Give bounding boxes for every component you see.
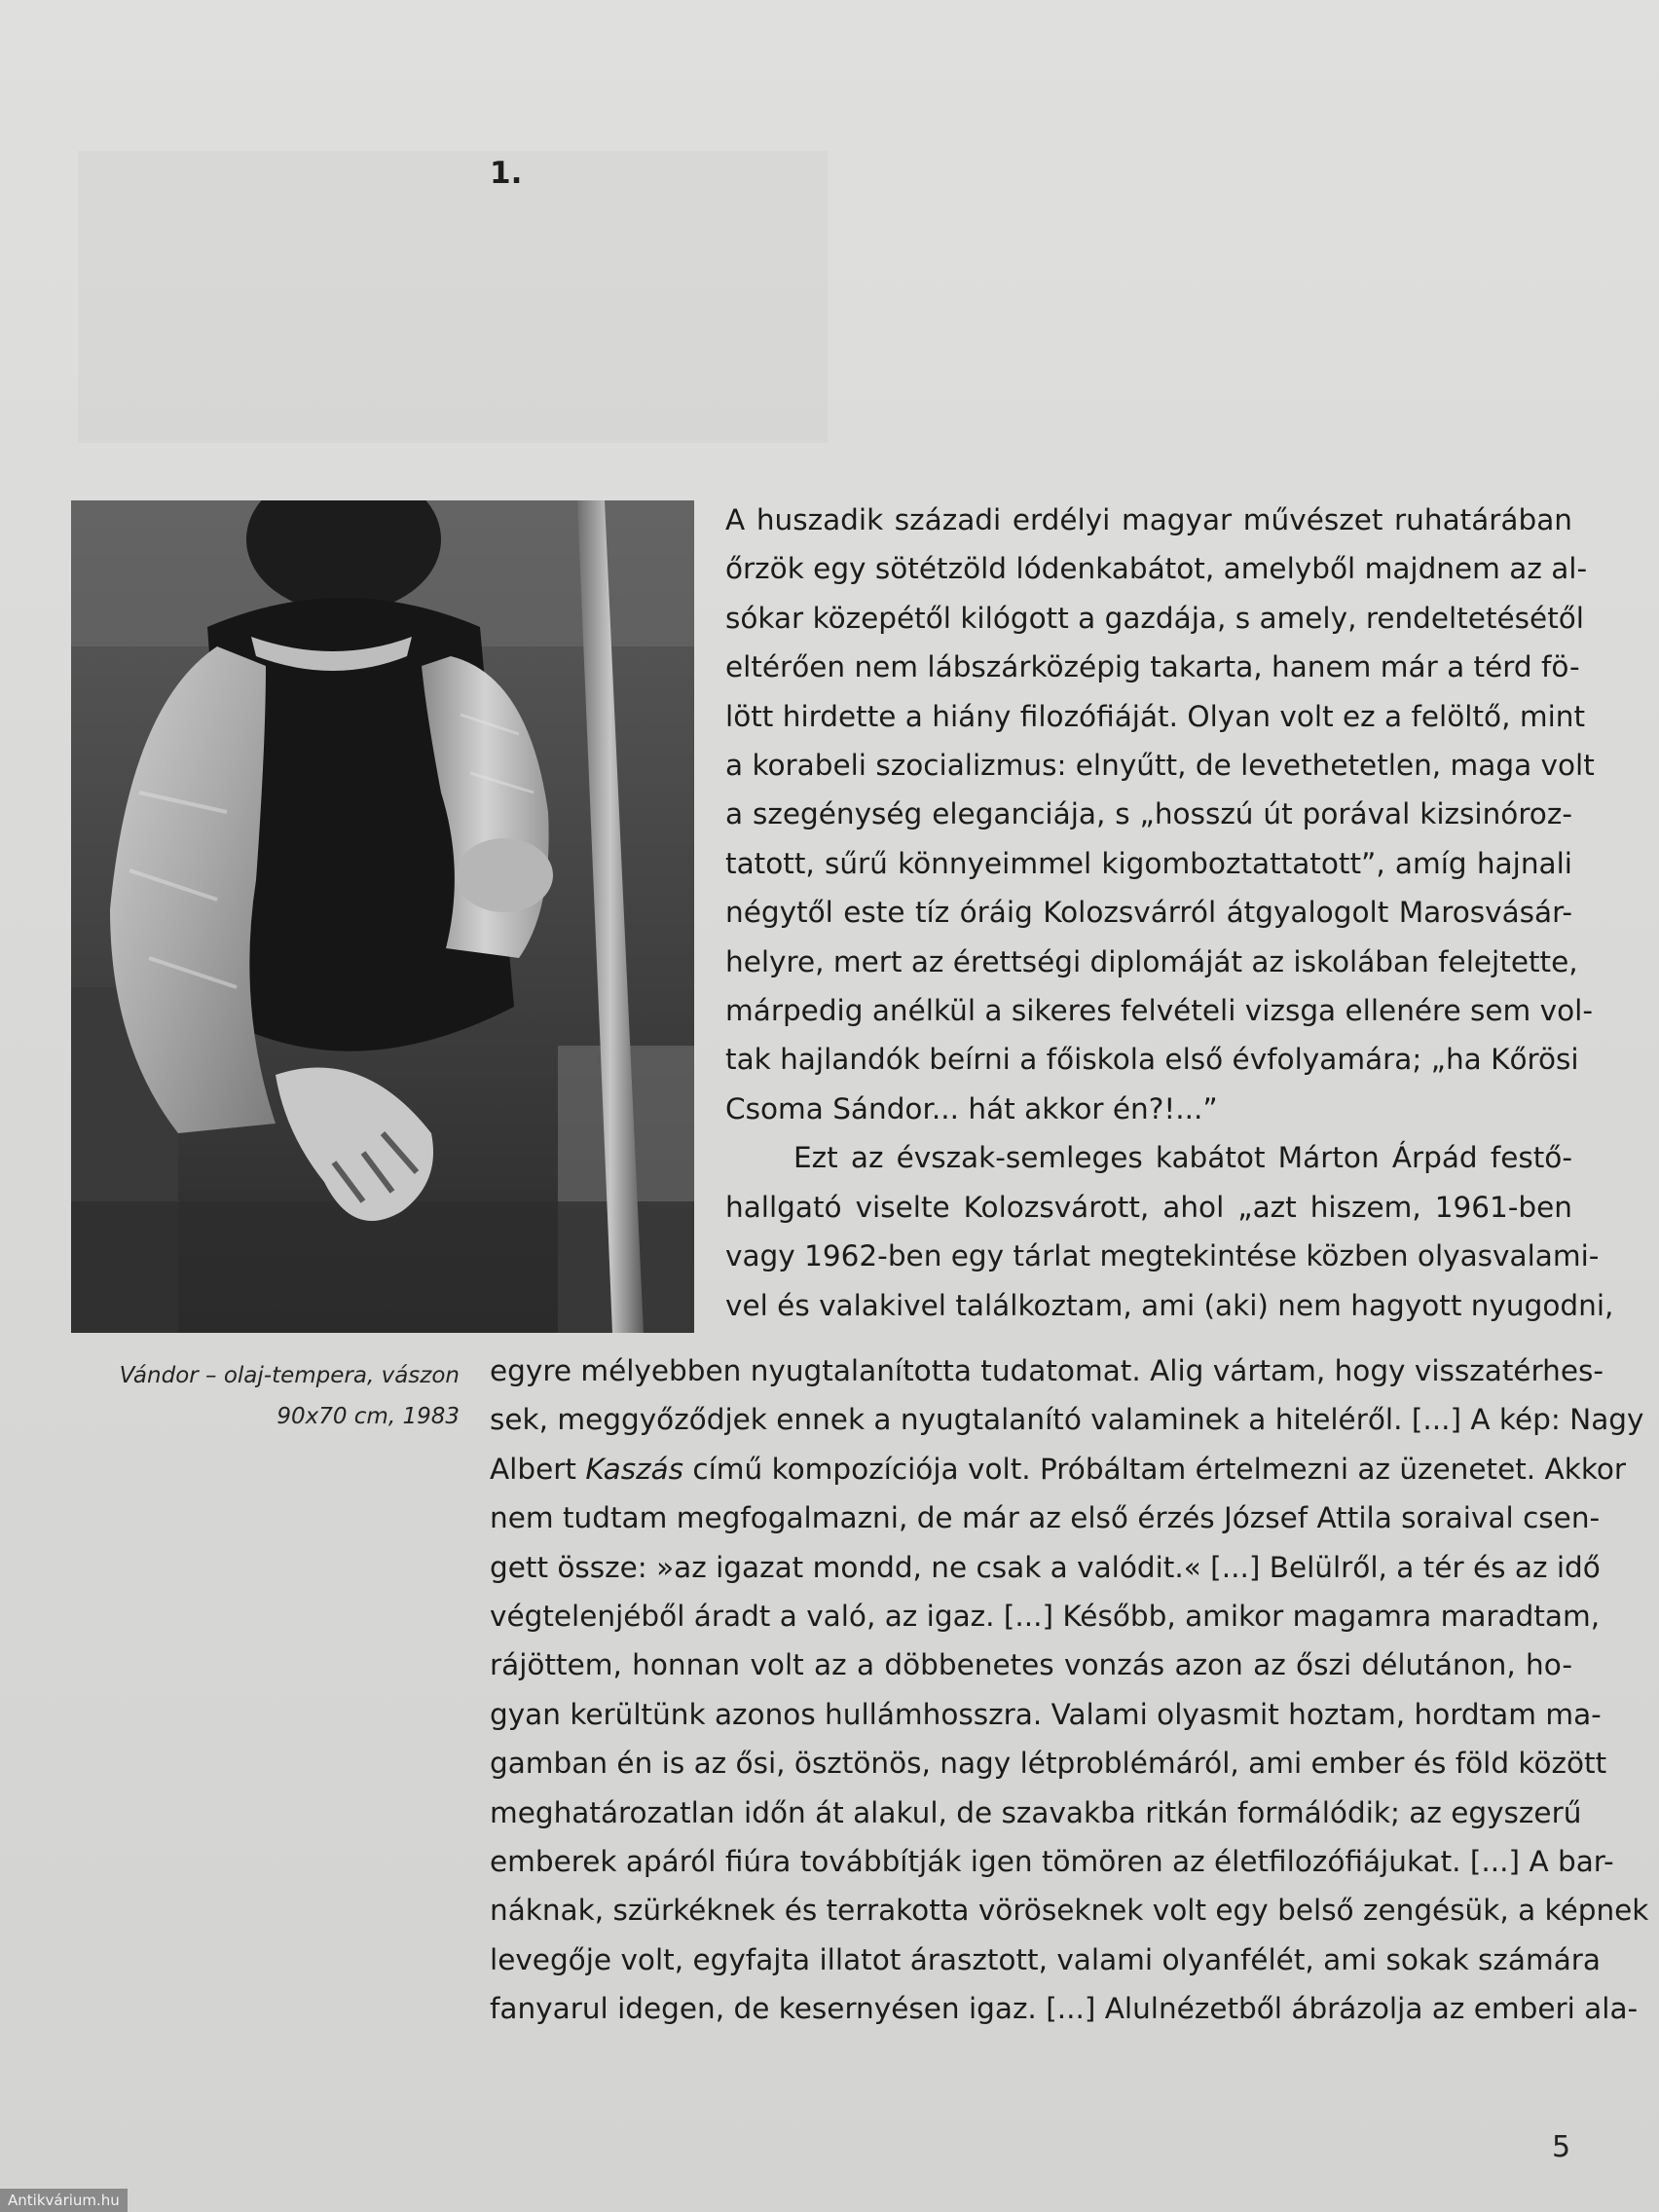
text-line: fanyarul idegen, de kesernyésen igaz. [...] Alulnézetből ábrázolja az emberi ala-: [490, 1992, 1639, 2026]
text-line: négytől este tíz óráig Kolozsvárról átgyalogolt Marosvásár-: [725, 896, 1572, 930]
body-text-wide: [490, 1346, 1649, 2034]
caption-title-line: Vándor – olaj-tempera, vászon: [119, 1363, 460, 1388]
page-number: 5: [1552, 2130, 1571, 2164]
artwork-title: Kaszás: [585, 1452, 683, 1486]
section-number: 1.: [490, 156, 523, 191]
painting-illustration: [71, 500, 694, 1333]
text-line: tak hajlandók beírni a főiskola első évfolyamára; „ha Kőrösi: [725, 1043, 1579, 1077]
text-line: gyan kerültünk azonos hullámhosszra. Valami olyasmit hoztam, hordtam ma-: [490, 1697, 1602, 1731]
text-line: Csoma Sándor... hát akkor én?!...”: [725, 1091, 1218, 1125]
painting-image: [71, 500, 694, 1333]
caption-size-line: 90x70 cm, 1983: [276, 1404, 460, 1429]
figure-caption: [68, 1355, 460, 1437]
text-line: helyre, mert az érettségi diplomáját az iskolában felejtette,: [725, 944, 1578, 978]
text-line: náknak, szürkéknek és terrakotta vöröseknek volt egy belső zengésük, a képnek: [490, 1894, 1649, 1928]
text-line: meghatározatlan időn át alakul, de szavakba ritkán formálódik; az egyszerű: [490, 1795, 1582, 1829]
text-line: A huszadik századi erdélyi magyar művészet ruhatárában: [725, 503, 1572, 536]
text-line: sek, meggyőződjek ennek a nyugtalanító valaminek a hiteléről. [...] A kép: Nagy: [490, 1403, 1644, 1437]
text-line: végtelenjéből áradt a való, az igaz. [...] Később, amikor magamra maradtam,: [490, 1600, 1601, 1634]
text-line: eltérően nem lábszárközépig takarta, hanem már a térd fö-: [725, 650, 1580, 684]
text-line: gamban én is az ősi, ösztönös, nagy létproblémáról, ami ember és föld között: [490, 1747, 1607, 1781]
text-line: vel és valakivel találkoztam, ami (aki) nem hagyott nyugodni,: [725, 1288, 1614, 1322]
text-fragment: Albert: [490, 1452, 586, 1486]
bleed-through-shadow: [78, 151, 828, 443]
text-line: tatott, sűrű könnyeimmel kigomboztattatott”, amíg hajnali: [725, 846, 1572, 880]
text-line: emberek apáról fiúra továbbítják igen tömören az életfilozófiájukat. [...] A bar-: [490, 1845, 1614, 1879]
text-line: gett össze: »az igazat mondd, ne csak a valódit.« [...] Belülről, a tér és az idő: [490, 1550, 1601, 1584]
text-line: nem tudtam megfogalmazni, de már az első érzés József Attila soraival csen-: [490, 1501, 1601, 1535]
text-line: márpedig anélkül a sikeres felvételi vizsga ellenére sem vol-: [725, 994, 1594, 1028]
text-line: levegője volt, egyfajta illatot árasztott, valami olyanfélét, ami sokak számára: [490, 1942, 1602, 1976]
text-line: a szegénység eleganciája, s „hosszú út porával kizsinóroz-: [725, 797, 1572, 831]
text-line: hallgató viselte Kolozsvárott, ahol „azt hiszem, 1961-ben: [725, 1190, 1572, 1224]
text-line: [490, 1445, 1627, 1493]
text-line: rájöttem, honnan volt az a döbbenetes vonzás azon az őszi délutánon, ho-: [490, 1648, 1572, 1682]
body-text-column: [725, 496, 1614, 1330]
text-line: lött hirdette a hiány filozófiáját. Olyan volt ez a felöltő, mint: [725, 699, 1586, 733]
text-line: a korabeli szocializmus: elnyűtt, de levethetetlen, maga volt: [725, 749, 1595, 783]
text-fragment: című kompozíciója volt. Próbáltam értelmezni az üzenetet. Akkor: [683, 1452, 1627, 1486]
text-line: sókar közepétől kilógott a gazdája, s amely, rendeltetésétől: [725, 601, 1585, 635]
text-line: őrzök egy sötétzöld lódenkabátot, amelyből majdnem az al-: [725, 552, 1588, 586]
watermark-label: Antikvárium.hu: [0, 2189, 128, 2212]
text-line-indented: Ezt az évszak-semleges kabátot Márton Árpád festő-: [793, 1141, 1572, 1175]
text-line: egyre mélyebben nyugtalanította tudatomat. Alig vártam, hogy visszatérhes-: [490, 1354, 1604, 1387]
text-line: vagy 1962-ben egy tárlat megtekintése közben olyasvalami-: [725, 1239, 1600, 1273]
